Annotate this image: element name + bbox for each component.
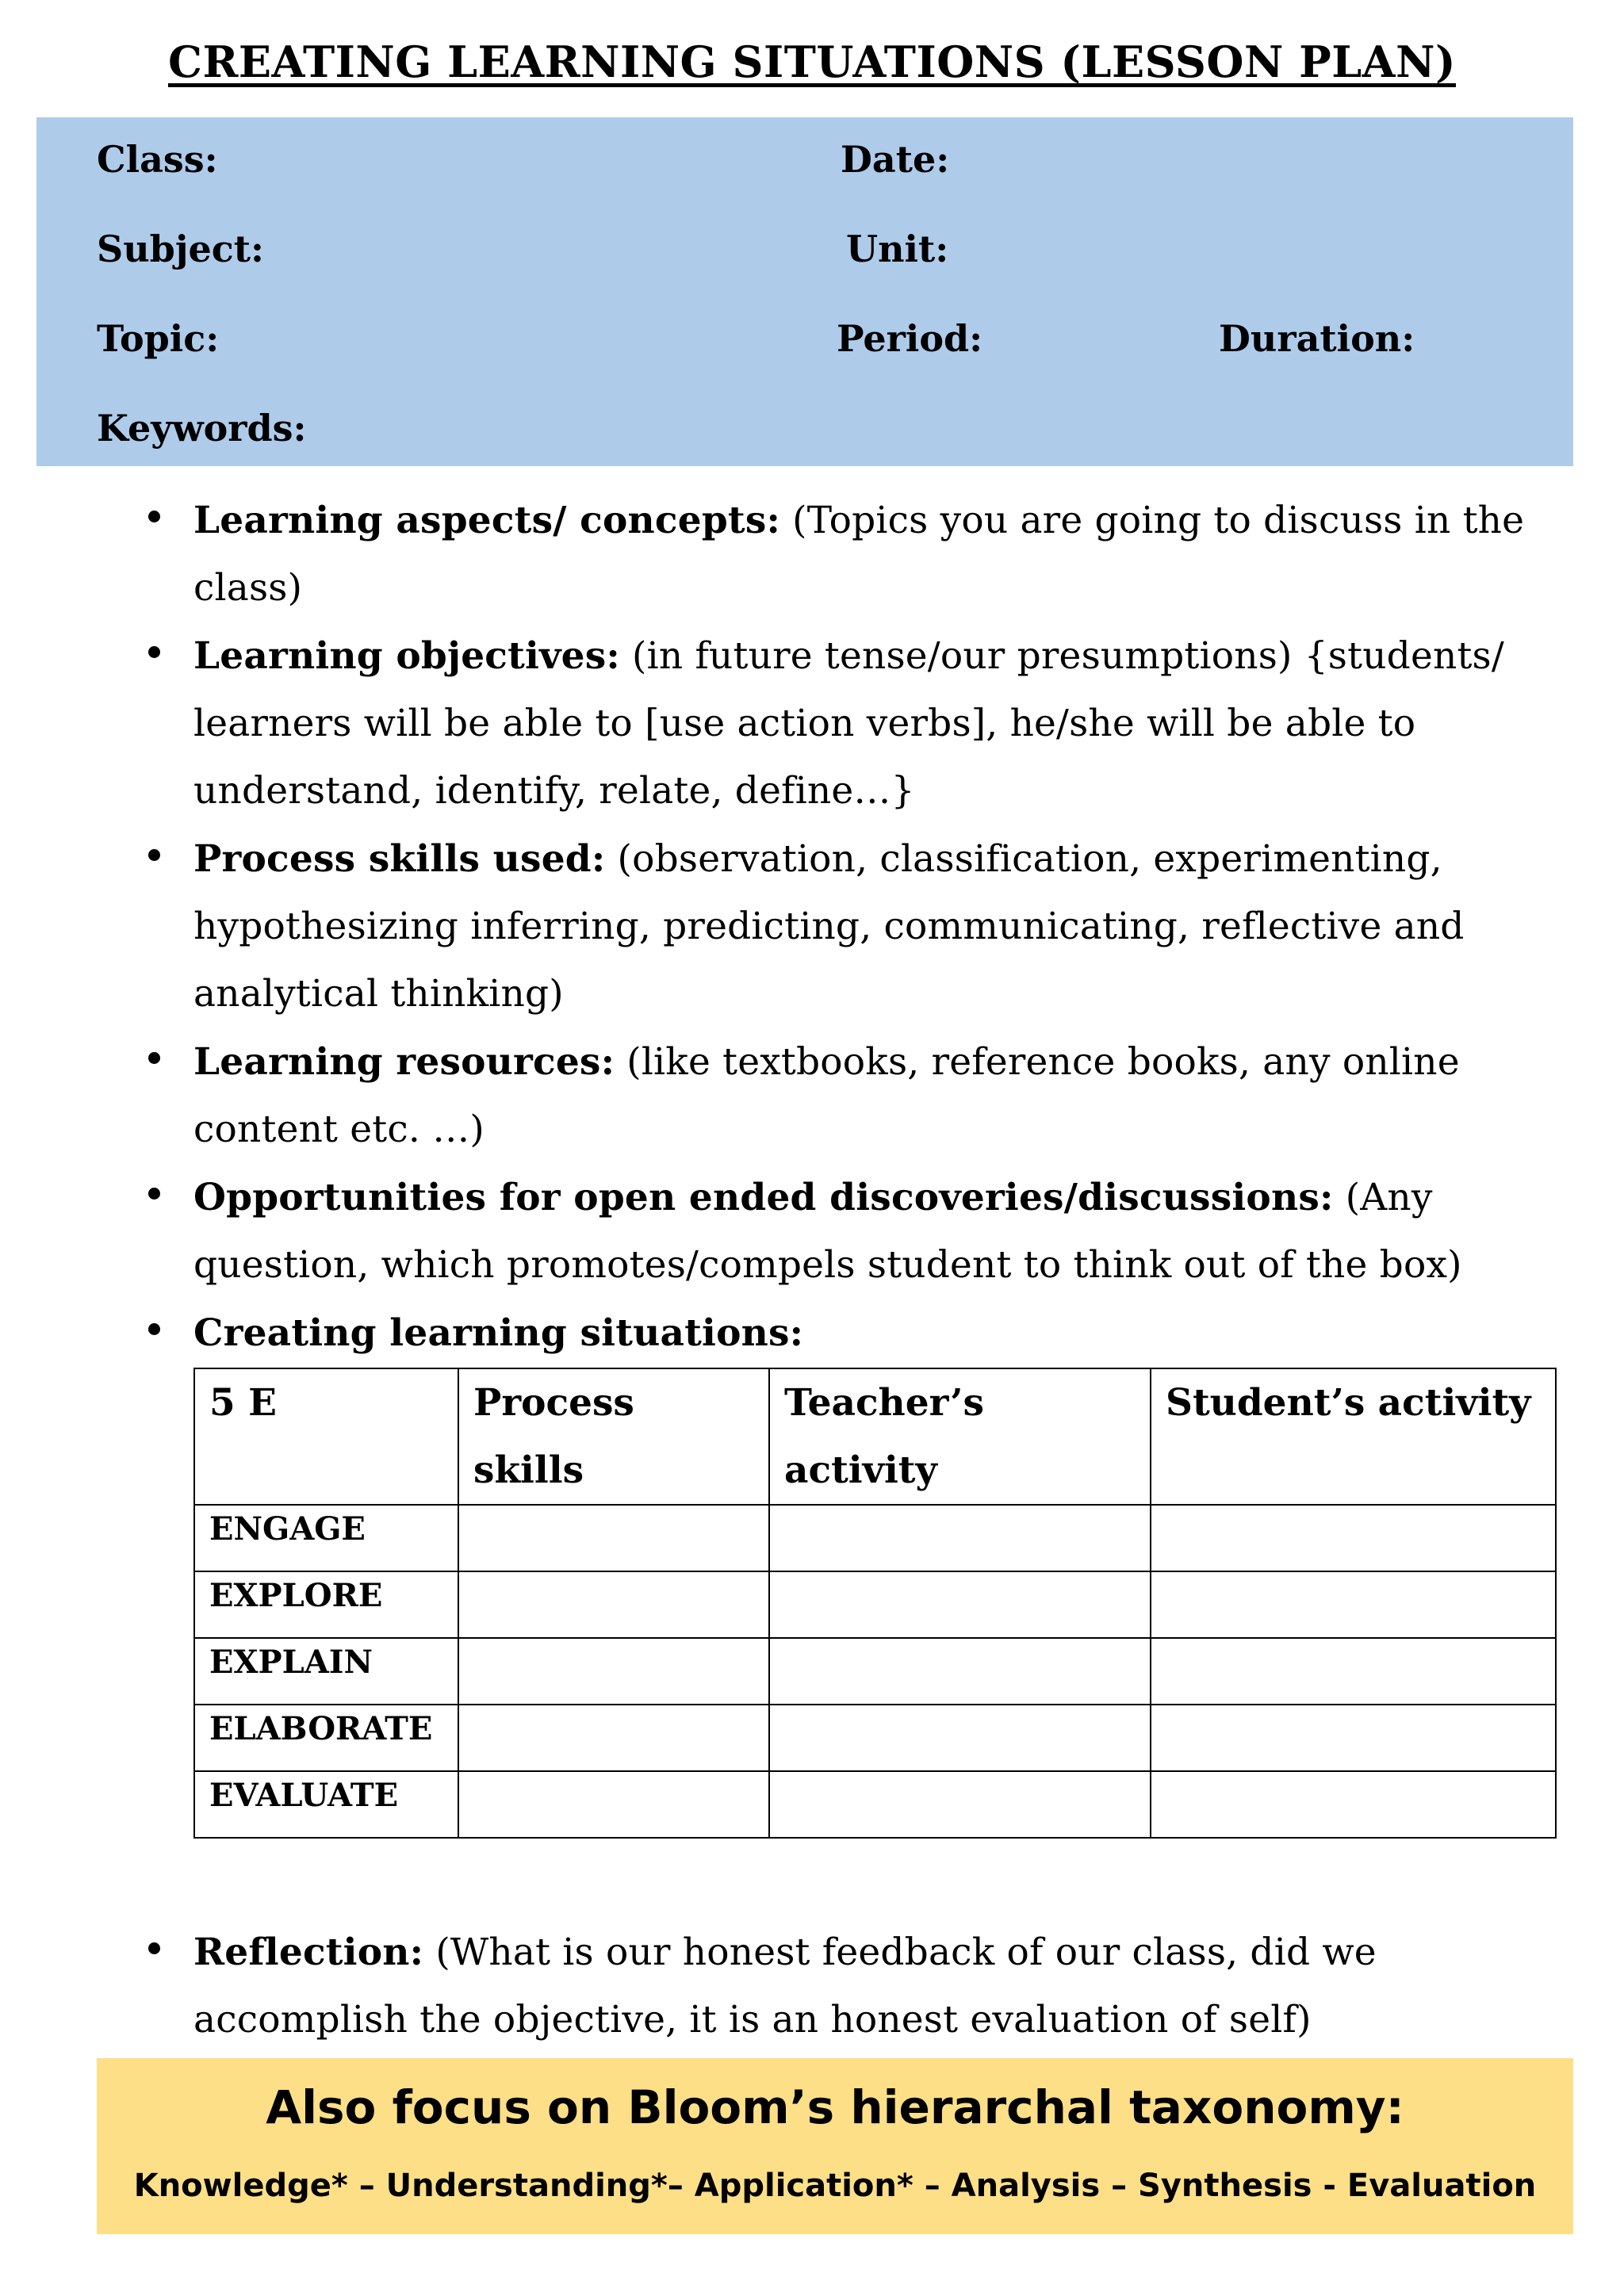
- section-label: Process skills used:: [193, 837, 606, 881]
- class-label: Class:: [97, 138, 218, 181]
- row-label-elaborate: ELABORATE: [194, 1705, 458, 1771]
- section-text: (What is our honest feedback of our class, did we accomplish the objective, it is an honest evaluation of self): [193, 1931, 1377, 2042]
- lesson-info-panel: [36, 117, 1573, 466]
- table-cell: [1151, 1705, 1556, 1771]
- section-label: Learning aspects/ concepts:: [193, 499, 781, 542]
- row-label-explain: EXPLAIN: [194, 1638, 458, 1705]
- subject-label: Subject:: [97, 228, 264, 270]
- table-row: [194, 1771, 1556, 1838]
- table-cell: [769, 1771, 1151, 1838]
- page-title: CREATING LEARNING SITUATIONS (LESSON PLAN): [168, 36, 1456, 87]
- section-label: Reflection:: [193, 1931, 424, 1974]
- column-header-process-skills: Process skills: [458, 1368, 769, 1505]
- section-text: (Any question, which promotes/compels student to think out of the box): [193, 1176, 1462, 1287]
- table-cell: [1151, 1571, 1556, 1638]
- section-creating-situations: [193, 1299, 1542, 1367]
- section-reflection: [193, 1919, 1542, 2053]
- section-text: (Topics you are going to discuss in the class): [193, 499, 1525, 610]
- table-cell: [458, 1571, 769, 1638]
- table-cell: [458, 1505, 769, 1571]
- section-text: (observation, classification, experimenting, hypothesizing inferring, predicting, communicating, reflective and analytical thinking): [193, 837, 1465, 1016]
- section-text: (like textbooks, reference books, any online content etc. …): [193, 1040, 1460, 1151]
- table-row: [194, 1638, 1556, 1705]
- section-label: Learning objectives:: [193, 634, 620, 678]
- period-label: Period:: [837, 317, 983, 360]
- section-learning-objectives: [193, 622, 1542, 825]
- table-row: [194, 1505, 1556, 1571]
- bloom-title: Also focus on Bloom’s hierarchal taxonomy:: [266, 2080, 1404, 2134]
- column-header-teacher-activity: Teacher’s activity: [769, 1368, 1151, 1505]
- section-process-skills: [193, 825, 1542, 1027]
- row-label-evaluate: EVALUATE: [194, 1771, 458, 1838]
- section-learning-resources: [193, 1028, 1542, 1163]
- table-row: [194, 1705, 1556, 1771]
- bullet-icon: [148, 1188, 160, 1200]
- bullet-icon: [148, 1942, 160, 1954]
- table-cell: [769, 1638, 1151, 1705]
- bloom-levels: Knowledge* – Understanding*– Application* – Analysis – Synthesis - Evaluation: [133, 2168, 1537, 2204]
- section-open-ended: [193, 1164, 1542, 1299]
- table-cell: [458, 1771, 769, 1838]
- bullet-icon: [148, 511, 160, 522]
- section-label: Creating learning situations:: [193, 1311, 804, 1355]
- bullet-icon: [148, 1323, 160, 1335]
- bullet-icon: [148, 849, 160, 861]
- table-cell: [769, 1705, 1151, 1771]
- unit-label: Unit:: [846, 228, 949, 270]
- keywords-label: Keywords:: [97, 407, 307, 450]
- table-cell: [1151, 1638, 1556, 1705]
- column-header-student-activity: Student’s activity: [1151, 1368, 1556, 1505]
- bullet-icon: [148, 646, 160, 658]
- table-cell: [769, 1505, 1151, 1571]
- row-label-engage: ENGAGE: [194, 1505, 458, 1571]
- column-header-5e: 5 E: [194, 1368, 458, 1505]
- section-text: (in future tense/our presumptions) {students/ learners will be able to [use action verbs], he/she will be able to understand, identify, relate, define…}: [193, 634, 1504, 813]
- table-header-row: [194, 1368, 1556, 1505]
- section-learning-aspects: [193, 487, 1542, 622]
- table-cell: [1151, 1771, 1556, 1838]
- table-cell: [769, 1571, 1151, 1638]
- bullet-icon: [148, 1052, 160, 1064]
- duration-label: Duration:: [1219, 317, 1415, 360]
- bloom-taxonomy-banner: [97, 2058, 1573, 2234]
- table-row: [194, 1571, 1556, 1638]
- date-label: Date:: [841, 138, 950, 181]
- row-label-explore: EXPLORE: [194, 1571, 458, 1638]
- section-label: Opportunities for open ended discoveries/discussions:: [193, 1176, 1334, 1219]
- section-label: Learning resources:: [193, 1040, 615, 1084]
- topic-label: Topic:: [97, 317, 220, 360]
- five-e-table: [193, 1368, 1557, 1839]
- table-cell: [458, 1705, 769, 1771]
- table-cell: [1151, 1505, 1556, 1571]
- table-cell: [458, 1638, 769, 1705]
